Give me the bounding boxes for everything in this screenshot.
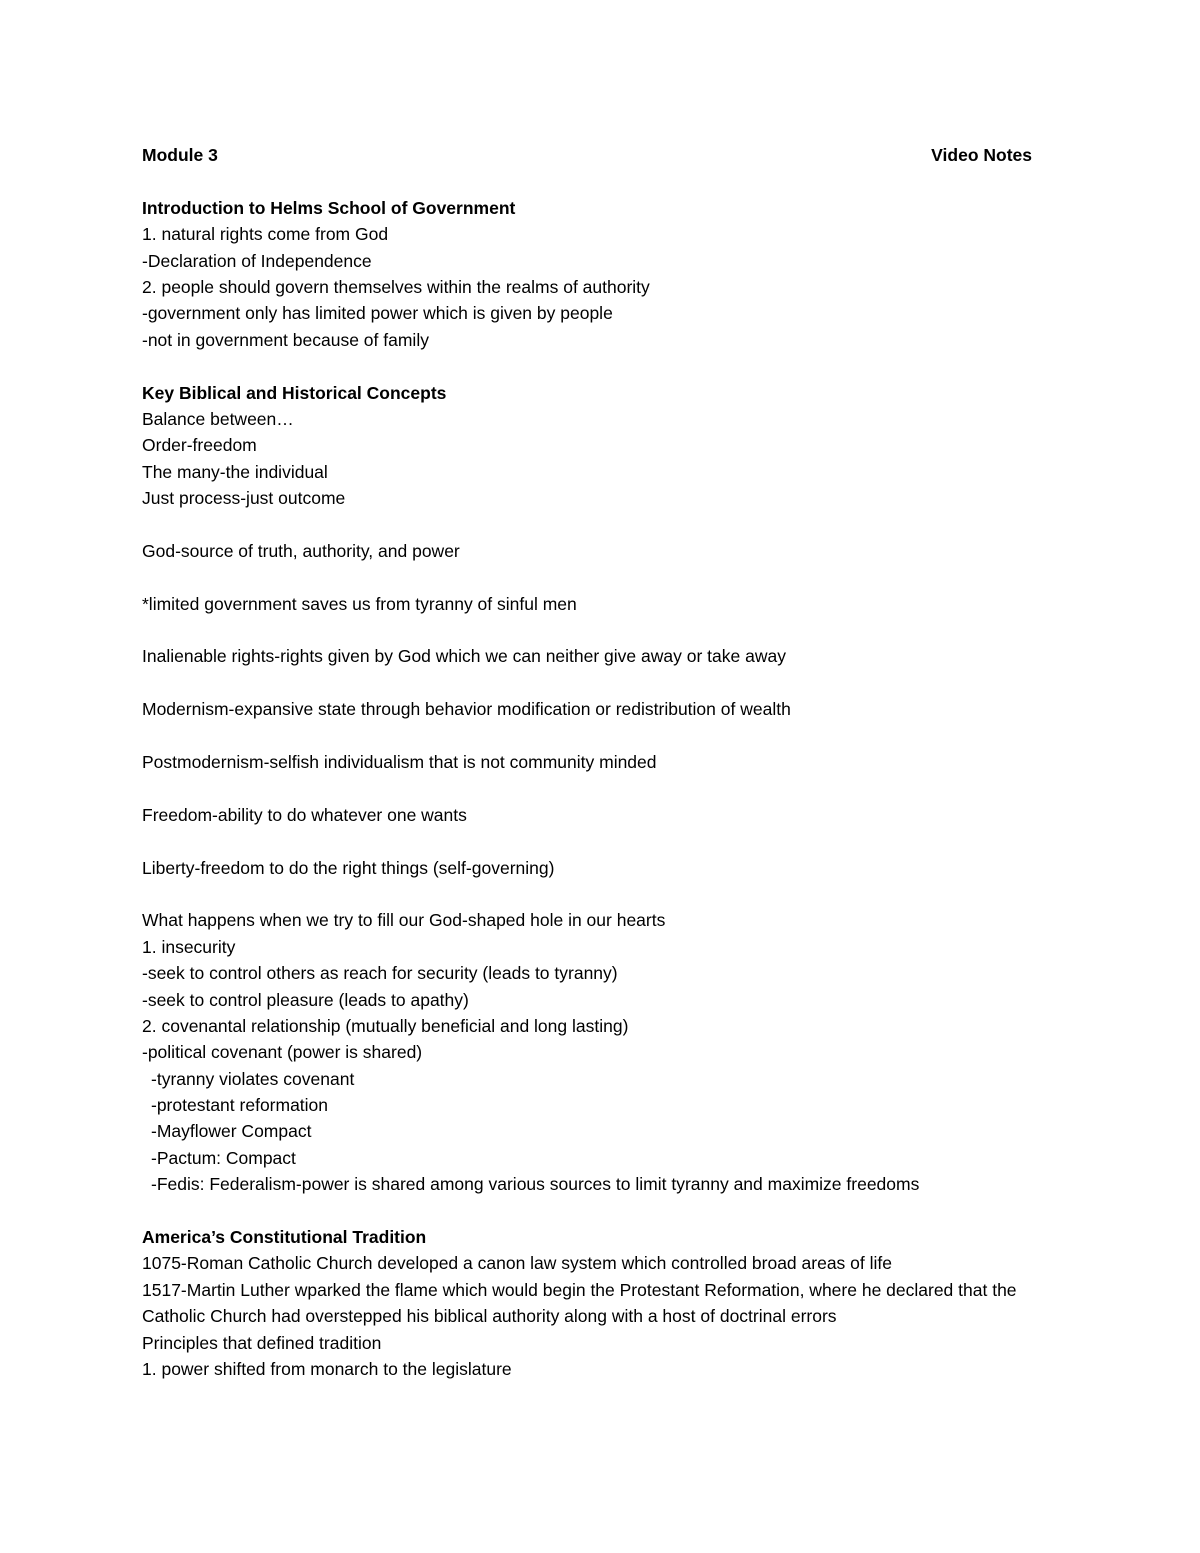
- module-title: Module 3: [142, 145, 218, 165]
- spacer: [142, 1198, 1032, 1224]
- text-line: Balance between…: [142, 408, 294, 429]
- spacer: [142, 775, 1032, 801]
- text-line: Inalienable rights-rights given by God which we can neither give away or take away: [142, 646, 786, 667]
- text-line: -Mayflower Compact: [151, 1121, 312, 1142]
- spacer: [142, 670, 1032, 696]
- spacer: [142, 564, 1032, 590]
- text-line: -tyranny violates covenant: [151, 1068, 355, 1089]
- section-heading-concepts: Key Biblical and Historical Concepts: [142, 382, 447, 403]
- spacer: [142, 881, 1032, 907]
- text-line: Modernism-expansive state through behavior modification or redistribution of wealth: [142, 699, 791, 720]
- text-line: God-source of truth, authority, and power: [142, 540, 460, 561]
- section-heading-constitutional: America’s Constitutional Tradition: [142, 1227, 427, 1248]
- text-line: -seek to control others as reach for security (leads to tyranny): [142, 963, 618, 984]
- text-line: 1. natural rights come from God: [142, 224, 389, 245]
- text-line: Principles that defined tradition: [142, 1332, 382, 1353]
- text-line: -not in government because of family: [142, 329, 429, 350]
- section-heading-intro: Introduction to Helms School of Government: [142, 197, 516, 218]
- text-line: The many-the individual: [142, 461, 328, 482]
- text-line: -seek to control pleasure (leads to apathy): [142, 989, 469, 1010]
- text-line: -protestant reformation: [151, 1095, 329, 1116]
- document-page: [142, 142, 1032, 1382]
- text-line: Liberty-freedom to do the right things (self-governing): [142, 857, 555, 878]
- text-line: Just process-just outcome: [142, 488, 346, 509]
- spacer: [142, 511, 1032, 537]
- text-line: -government only has limited power which is given by people: [142, 303, 613, 324]
- spacer: [142, 168, 1032, 194]
- text-line: 1. power shifted from monarch to the legislature: [142, 1359, 512, 1379]
- text-line: *limited government saves us from tyranny of sinful men: [142, 593, 577, 614]
- text-line: Order-freedom: [142, 435, 257, 456]
- page-header: [142, 142, 1032, 168]
- text-line: -political covenant (power is shared): [142, 1042, 423, 1063]
- text-line: -Pactum: Compact: [151, 1147, 296, 1168]
- notes-label: Video Notes: [931, 145, 1032, 165]
- text-line: -Declaration of Independence: [142, 250, 372, 271]
- text-line: Freedom-ability to do whatever one wants: [142, 804, 467, 825]
- text-line: 1. insecurity: [142, 936, 236, 957]
- spacer: [142, 828, 1032, 854]
- text-line: 2. covenantal relationship (mutually beneficial and long lasting): [142, 1015, 629, 1036]
- text-line: 2. people should govern themselves within the realms of authority: [142, 276, 650, 297]
- spacer: [142, 723, 1032, 749]
- spacer: [142, 617, 1032, 643]
- text-paragraph: 1517-Martin Luther wparked the flame which would begin the Protestant Reformation, where he declared that the Catholic Church had overstepped his biblical authority along with a host of doctrinal errors: [142, 1279, 1017, 1327]
- text-line: What happens when we try to fill our God-shaped hole in our hearts: [142, 910, 666, 931]
- text-line: -Fedis: Federalism-power is shared among various sources to limit tyranny and maximize freedoms: [151, 1174, 920, 1195]
- text-line: Postmodernism-selfish individualism that is not community minded: [142, 751, 657, 772]
- spacer: [142, 353, 1032, 379]
- text-line: 1075-Roman Catholic Church developed a canon law system which controlled broad areas of life: [142, 1253, 892, 1274]
